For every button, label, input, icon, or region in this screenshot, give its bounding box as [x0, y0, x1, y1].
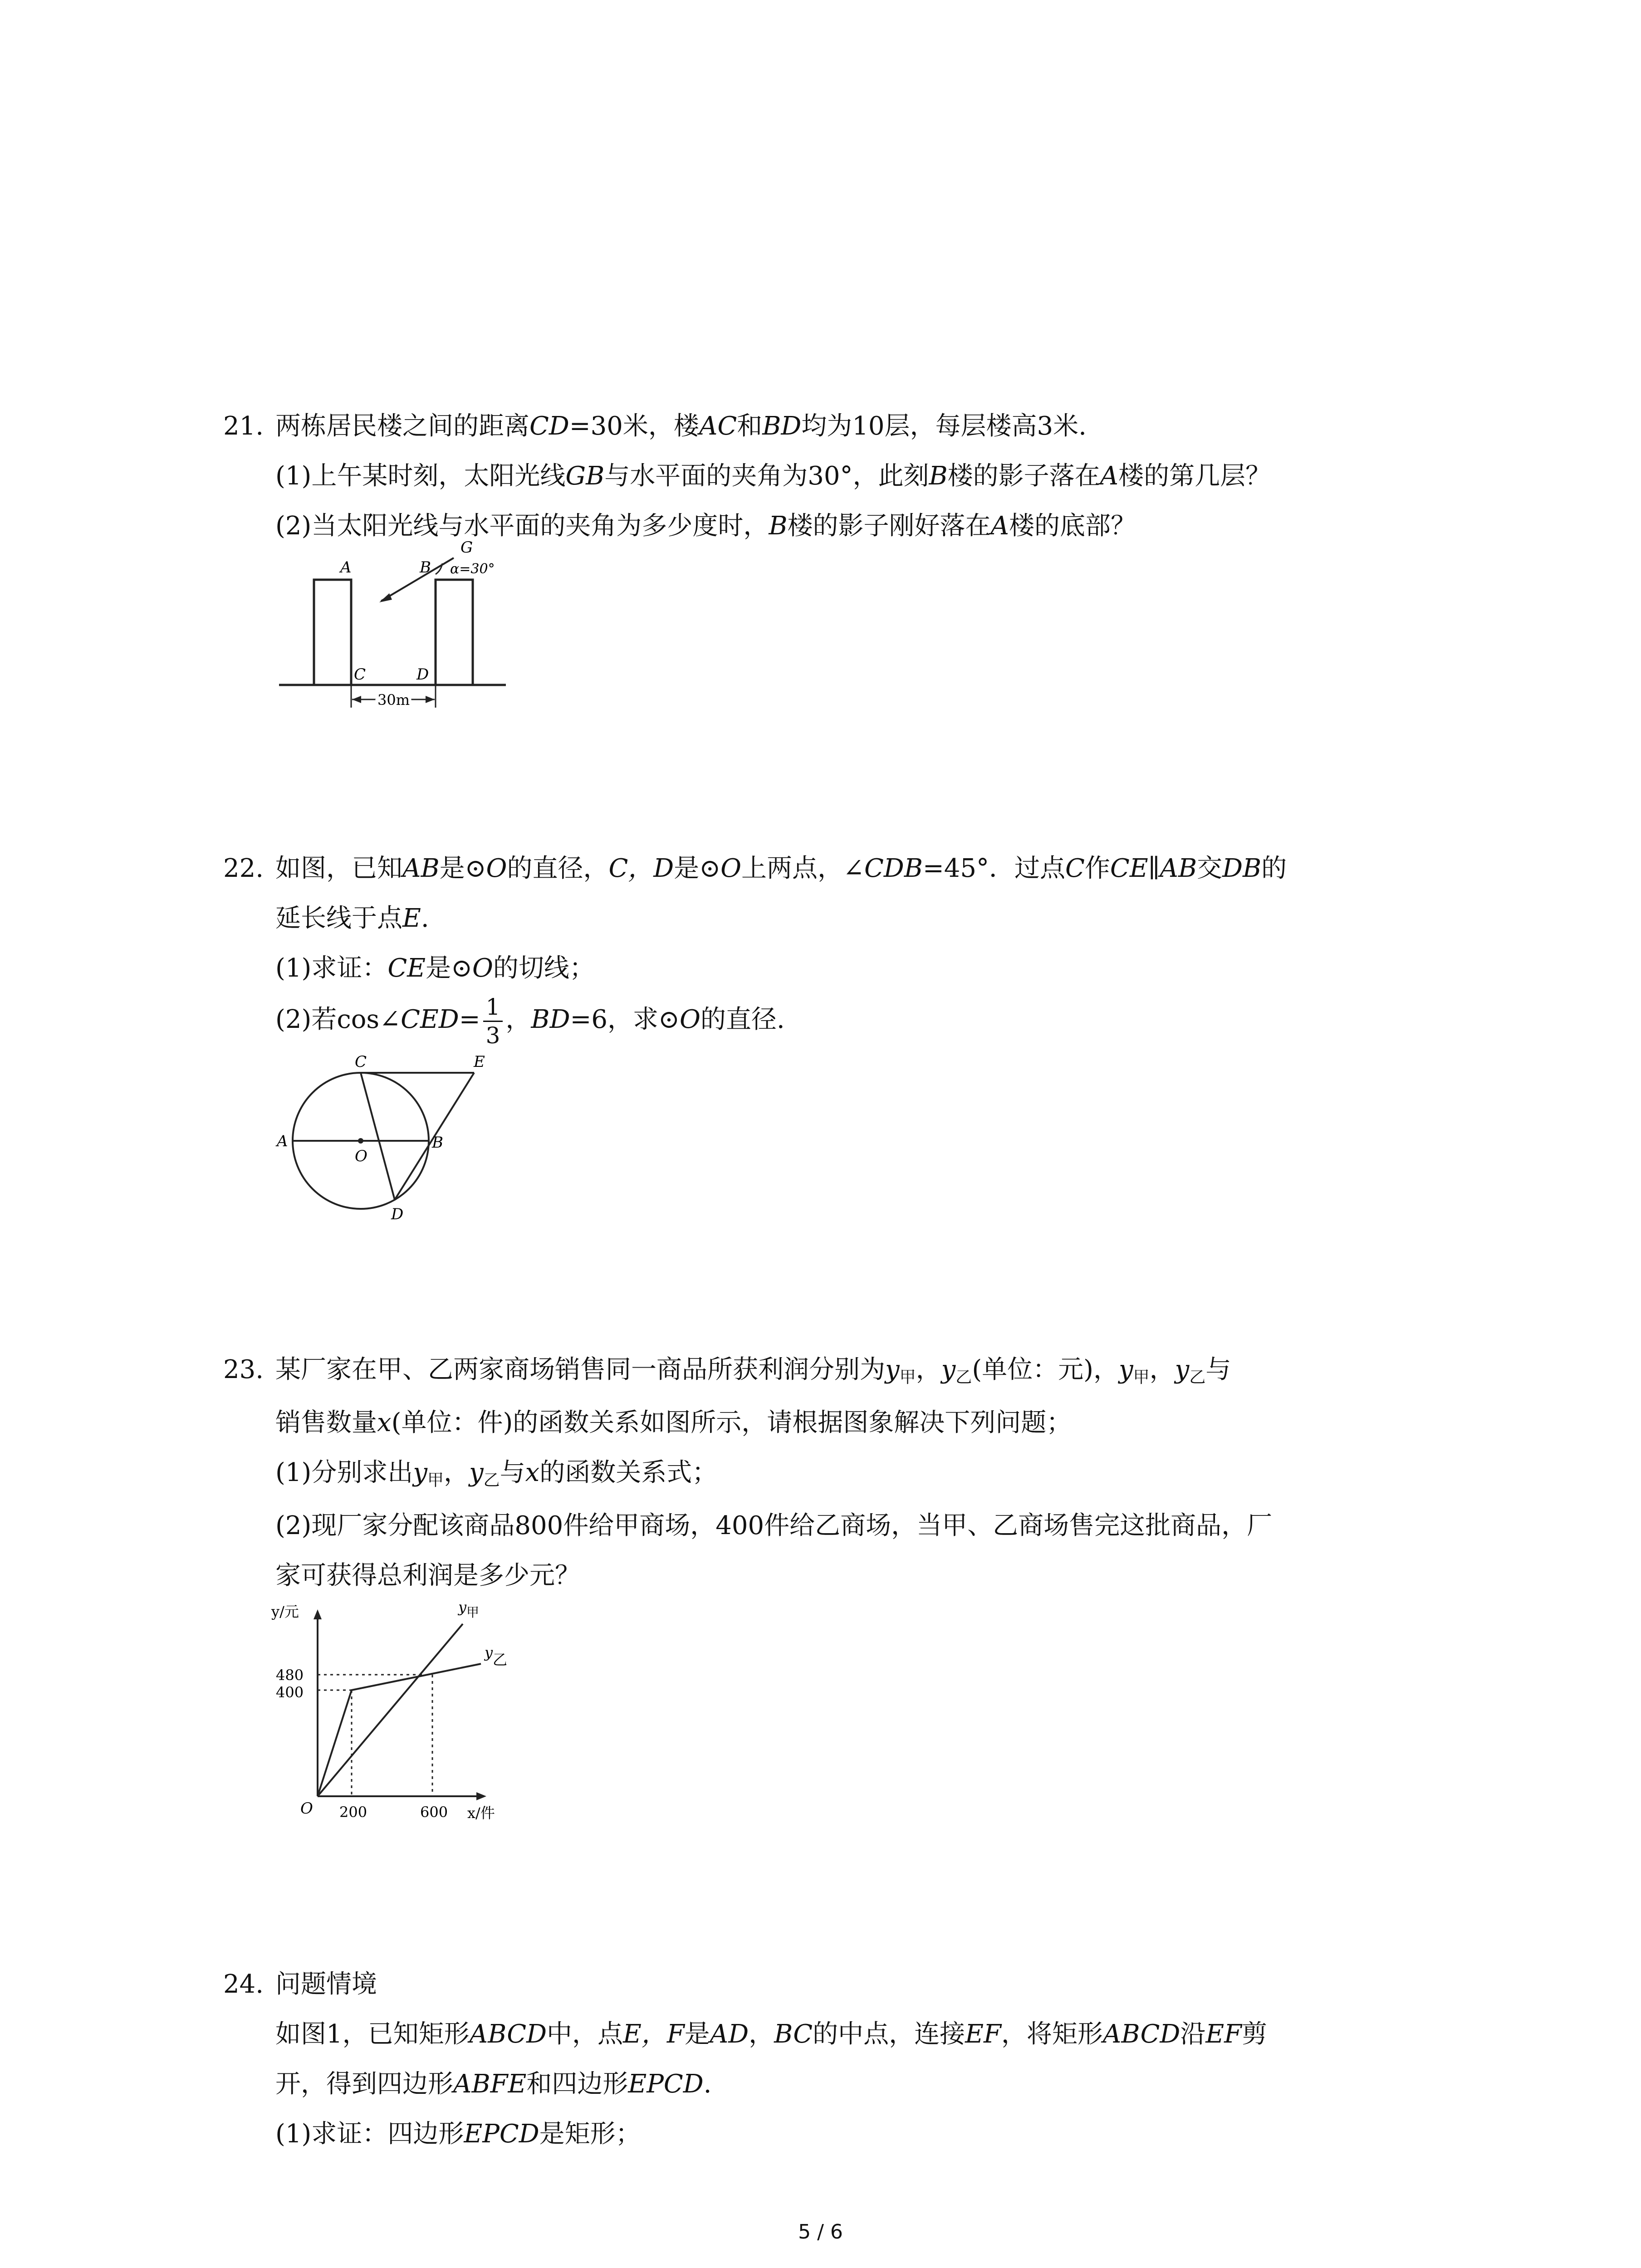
label-d: D — [416, 665, 429, 684]
question-22 — [223, 844, 1471, 1049]
label-angle: α=30° — [450, 561, 495, 577]
q23-part-2-line-1: (2)现厂家分配该商品800件给甲商场，400件给乙商场，当甲、乙商场售完这批商品，厂 — [275, 1511, 1273, 1540]
label-b: B — [432, 1134, 443, 1152]
line-y-yi — [318, 1664, 481, 1796]
q23-stem-line-1: 23. 某厂家在甲、乙两家商场销售同一商品所获利润分别为y甲，y乙(单位：元)，y甲，y乙与 — [223, 1345, 1471, 1398]
q24-stem-line-2: 开，得到四边形ABFE和四边形EPCD. — [275, 2069, 712, 2099]
x-tick-200: 200 — [339, 1804, 367, 1821]
q22-number: 22. — [223, 854, 264, 883]
label-c: C — [354, 665, 366, 684]
x-axis-label: x/件 — [467, 1804, 495, 1822]
q21-part-1: (1)上午某时刻，太阳光线GB与水平面的夹角为30°，此刻B楼的影子落在A楼的第几层？ — [275, 461, 1271, 491]
page-number: 5 / 6 — [798, 2220, 843, 2244]
q24-part-1: (1)求证：四边形EPCD是矩形； — [275, 2119, 641, 2149]
label-d: D — [391, 1205, 404, 1223]
label-o: O — [355, 1147, 367, 1165]
building-a — [314, 580, 351, 685]
label-b: B — [420, 558, 431, 577]
series-label-yi: 乙 — [493, 1651, 508, 1668]
question-23 — [223, 1345, 1471, 1601]
x-tick-600: 600 — [420, 1804, 448, 1821]
y-axis-label: y/元 — [271, 1603, 299, 1620]
q23-part-1: (1)分别求出y甲，y乙与x的函数关系式； — [275, 1458, 718, 1490]
series-label-jia: 甲 — [466, 1605, 480, 1620]
series-label-jia-y: y — [458, 1598, 467, 1616]
q21-part-2: (2)当太阳光线与水平面的夹角为多少度时，B楼的影子刚好落在A楼的底部？ — [275, 511, 1136, 541]
q22-part-2: (2)若cos∠CED= $\frac{1}{3}$ ，BD=6，求⊙O的直径. — [275, 994, 785, 1049]
building-b — [436, 580, 473, 685]
q21-stem: 21. 两栋居民楼之间的距离CD=30米，楼AC和BD均为10层，每层楼高3米. — [223, 401, 1471, 451]
y-tick-400: 400 — [276, 1684, 304, 1701]
q23-figure-graph — [268, 1597, 540, 1833]
q21-number: 21. — [223, 411, 264, 441]
q22-part-1: (1)求证：CE是⊙O的切线； — [275, 953, 595, 983]
y-tick-480: 480 — [276, 1667, 304, 1684]
series-label-yi-y: y — [485, 1644, 493, 1661]
question-24 — [223, 1960, 1471, 2159]
label-g: G — [460, 540, 473, 557]
q22-stem-line-1: 22. 如图，已知AB是⊙O的直径，C，D是⊙O上两点，∠CDB=45°．过点C作CE∥AB交DB的 — [223, 844, 1471, 894]
label-a: A — [277, 1132, 288, 1150]
q22-figure-circle — [272, 1052, 508, 1243]
label-e: E — [474, 1053, 485, 1071]
q23-number: 23. — [223, 1355, 264, 1384]
line-y-jia — [318, 1624, 463, 1796]
question-21 — [223, 401, 1471, 551]
label-a: A — [340, 558, 352, 577]
label-c: C — [355, 1053, 367, 1071]
q24-title: 24. 问题情境 — [223, 1960, 1471, 2009]
label-distance: 30m — [377, 691, 410, 709]
q22-stem-line-2: 延长线于点E. — [275, 904, 429, 933]
q24-number: 24. — [223, 1970, 264, 1999]
origin-label: O — [300, 1799, 313, 1818]
q24-stem-line-1: 如图1，已知矩形ABCD中，点E，F是AD，BC的中点，连接EF，将矩形ABCD沿EF剪 — [275, 2019, 1268, 2049]
q21-figure-buildings — [272, 540, 517, 717]
q23-stem-line-2: 销售数量x(单位：件)的函数关系如图所示，请根据图象解决下列问题； — [275, 1408, 1072, 1437]
q23-part-2-line-2: 家可获得总利润是多少元？ — [275, 1561, 580, 1590]
fraction-one-third: $\frac{1}{3}$ — [483, 993, 503, 1049]
